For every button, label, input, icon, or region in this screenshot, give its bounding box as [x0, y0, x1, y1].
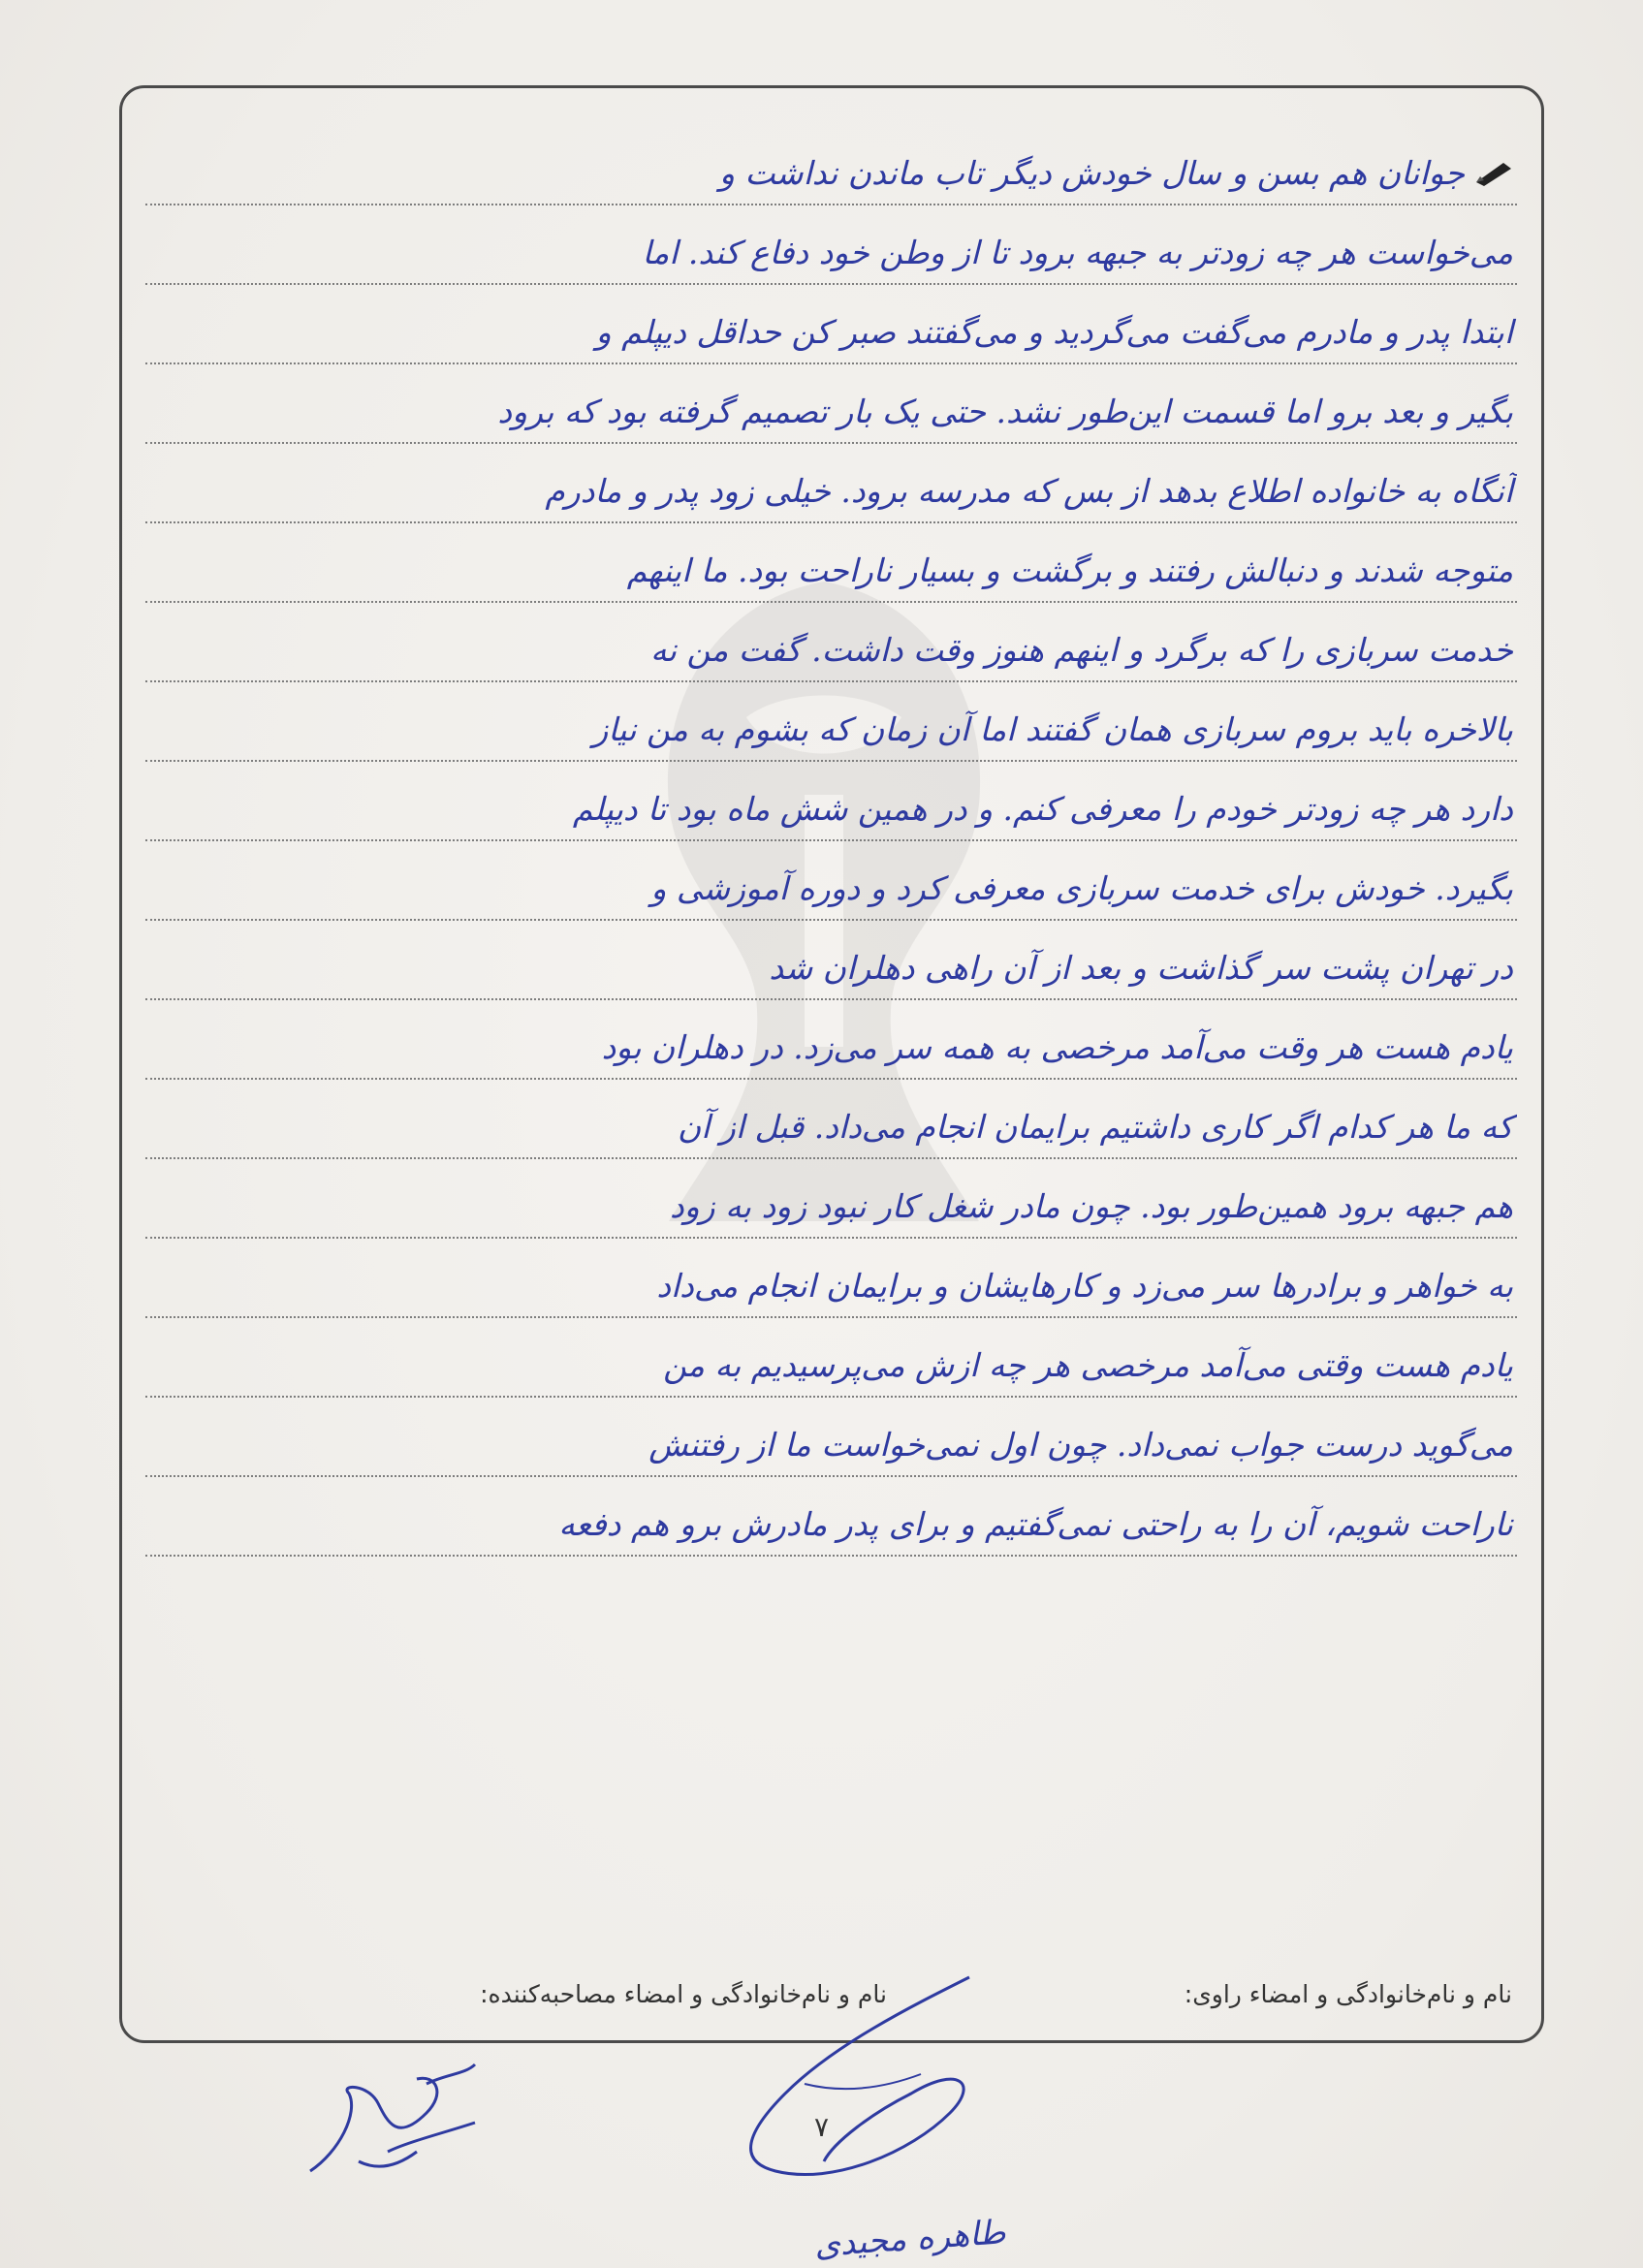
text-line-16: یادم هست وقتی می‌آمد مرخصی هر چه ازش می‌پرسیدیم به من [145, 1338, 1517, 1398]
text-line-3: ابتدا پدر و مادرم می‌گفت می‌گردید و می‌گفتند صبر کن حداقل دیپلم و [145, 304, 1517, 364]
text-line-14: هم جبهه برود همین‌طور بود. چون مادر شغل کار نبود زود به زود [145, 1179, 1517, 1239]
text-line-13: که ما هر کدام اگر کاری داشتیم برایمان انجام می‌داد. قبل از آن [145, 1099, 1517, 1159]
text-line-4: بگیر و بعد برو اما قسمت این‌طور نشد. حتی یک بار تصمیم گرفته بود که برود [145, 384, 1517, 444]
interviewer-signature-label: نام و نام‌خانوادگی و امضاء مصاحبه‌کننده: [480, 1980, 887, 2008]
narrator-signature-label: نام و نام‌خانوادگی و امضاء راوی: [1184, 1980, 1512, 2008]
text-line-2: می‌خواست هر چه زودتر به جبهه برود تا از وطن خود دفاع کند. اما [145, 225, 1517, 285]
page-number: ۷ [814, 2111, 830, 2143]
text-line-10: بگیرد. خودش برای خدمت سربازی معرفی کرد و دوره آموزشی و [145, 861, 1517, 921]
text-line-11: در تهران پشت سر گذاشت و بعد از آن راهی دهلران شد [145, 940, 1517, 1000]
text-line-15: به خواهر و برادرها سر می‌زد و کارهایشان و برایمان انجام می‌داد [145, 1258, 1517, 1318]
text-line-9: دارد هر چه زودتر خودم را معرفی کنم. و در همین شش ماه بود تا دیپلم [145, 781, 1517, 841]
text-line-7: خدمت سربازی را که برگرد و اینهم هنوز وقت داشت. گفت من نه [145, 622, 1517, 682]
text-line-1: جوانان هم بسن و سال خودش دیگر تاب ماندن نداشت و [145, 145, 1517, 205]
pen-icon [1474, 147, 1513, 204]
text-line-18: ناراحت شویم، آن را به راحتی نمی‌گفتیم و برای پدر مادرش برو هم دفعه [145, 1496, 1517, 1557]
text-line-12: یادم هست هر وقت می‌آمد مرخصی به همه سر می‌زد. در دهلران بود [145, 1020, 1517, 1080]
interviewer-signature [717, 1968, 1037, 2190]
text-line-5: آنگاه به خانواده اطلاع بدهد از بس که مدرسه برود. خیلی زود پدر و مادرم [145, 463, 1517, 523]
narrator-signature [281, 2055, 514, 2190]
text-line-17: می‌گوید درست جواب نمی‌داد. چون اول نمی‌خواست ما از رفتنش [145, 1417, 1517, 1477]
interviewer-handwritten-name: طاهره مجیدی [812, 2213, 1007, 2265]
text-line-6: متوجه شدند و دنبالش رفتند و برگشت و بسیار ناراحت بود. ما اینهم [145, 543, 1517, 603]
text-line-8: بالاخره باید بروم سربازی همان گفتند اما آن زمان که بشوم به من نیاز [145, 702, 1517, 762]
